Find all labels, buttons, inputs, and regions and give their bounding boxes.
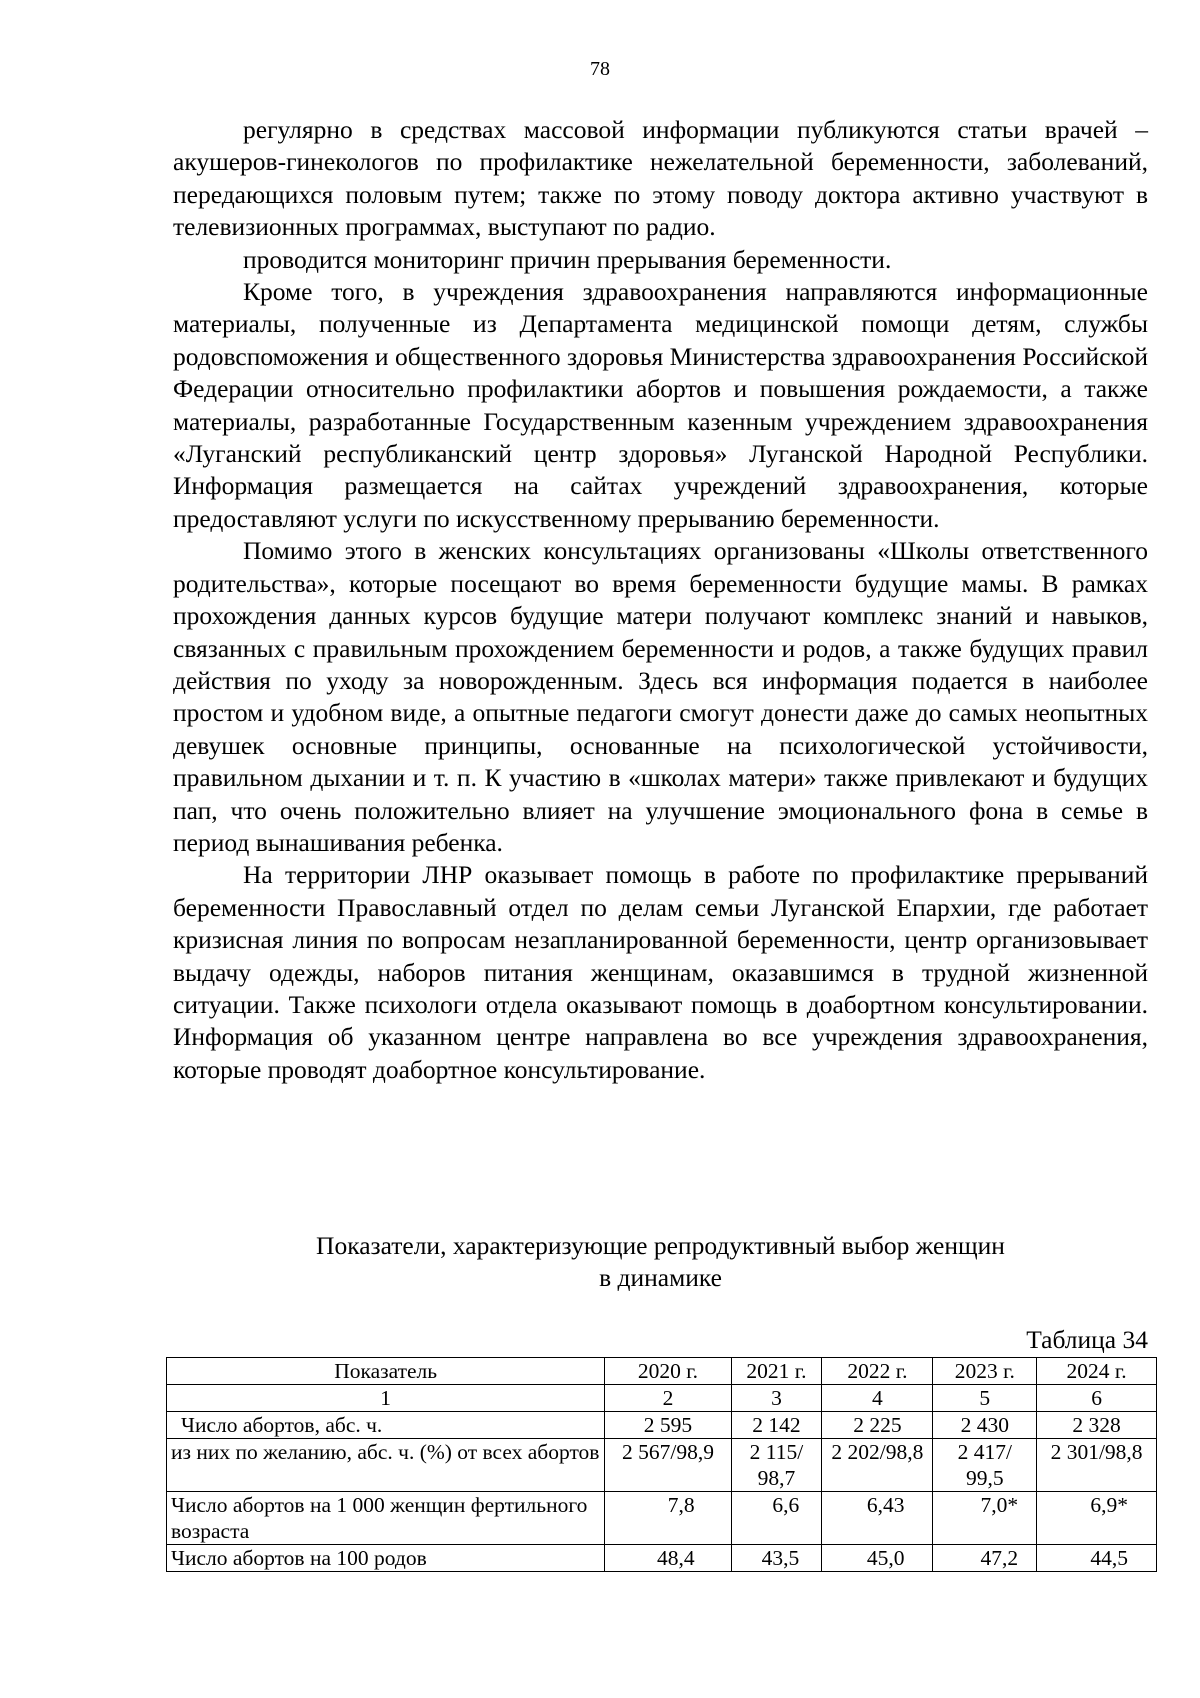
table-title-line: Показатели, характеризующие репродуктивный выбор женщин xyxy=(316,1231,1005,1260)
table-cell: 7,0* xyxy=(933,1492,1037,1545)
table-cell: 2 301/98,8 xyxy=(1037,1439,1157,1492)
table-cell: 48,4 xyxy=(605,1545,731,1572)
table-cell: 2 567/98,9 xyxy=(605,1439,731,1492)
table-cell: 2 xyxy=(605,1385,731,1412)
table-cell: 2 225 xyxy=(822,1412,933,1439)
table-cell: 2 202/98,8 xyxy=(822,1439,933,1492)
table-cell: 2 142 xyxy=(731,1412,822,1439)
table-header-cell: 2023 г. xyxy=(933,1358,1037,1385)
paragraph: На территории ЛНР оказывает помощь в работе по профилактике прерываний беременности Православный отдел по делам семьи Луганской Епархии, где работает кризисная линия по вопросам незапланированной беременности, центр организовывает выдачу одежды, наборов питания женщинам, оказавшимся в трудной жизненной ситуации. Также психологи отдела оказывают помощь в доабортном консультировании. Информация об указанном центре направлена во все учреждения здравоохранения, которые проводят доабортное консультирование. xyxy=(173,860,1148,1084)
table-cell: 5 xyxy=(933,1385,1037,1412)
table-number-row xyxy=(167,1385,1157,1412)
table-cell: 47,2 xyxy=(933,1545,1037,1572)
table-cell: 6,43 xyxy=(822,1492,933,1545)
table-title-line: в динамике xyxy=(599,1263,722,1292)
table-cell: 2 328 xyxy=(1037,1412,1157,1439)
table-header-cell: 2024 г. xyxy=(1037,1358,1157,1385)
table-cell: 2 417/ 99,5 xyxy=(933,1439,1037,1492)
table-cell: 2 115/ 98,7 xyxy=(731,1439,822,1492)
table-cell: 2 430 xyxy=(933,1412,1037,1439)
paragraph: проводится мониторинг причин прерывания беременности. xyxy=(243,244,892,274)
table-cell: 7,8 xyxy=(605,1492,731,1545)
table-cell: 45,0 xyxy=(822,1545,933,1572)
data-table xyxy=(166,1357,1157,1572)
table-cell: 3 xyxy=(731,1385,822,1412)
table-header-row xyxy=(167,1358,1157,1385)
table-cell: 2 595 xyxy=(605,1412,731,1439)
table-cell: 4 xyxy=(822,1385,933,1412)
table-header-cell: 2021 г. xyxy=(731,1358,822,1385)
paragraph: регулярно в средствах массовой информации публикуются статьи врачей – акушеров-гинекологов по профилактике нежелательной беременности, заболеваний, передающихся половым путем; также по этому поводу доктора активно участвуют в телевизионных программах, выступают по радио. xyxy=(173,115,1148,242)
paragraph: Помимо этого в женских консультациях организованы «Школы ответственного родительства», которые посещают во время беременности будущие мамы. В рамках прохождения данных курсов будущие матери получают комплекс знаний и навыков, связанных с правильным прохождением беременности и родов, а также будущих правил действия по уходу за новорожденным. Здесь вся информация подается в наиболее простом и удобном виде, а опытные педагоги смогут донести даже до самых неопытных девушек основные принципы, основанные на психологической устойчивости, правильном дыхании и т. п. К участию в «школах матери» также привлекают и будущих пап, что очень положительно влияет на улучшение эмоционального фона в семье в период вынашивания ребенка. xyxy=(173,536,1148,857)
table-cell: 44,5 xyxy=(1037,1545,1157,1572)
table-cell: 1 xyxy=(167,1385,605,1412)
table-row-label: Число абортов, абс. ч. xyxy=(167,1412,605,1439)
table-row-label: из них по желанию, абс. ч. (%) от всех абортов xyxy=(167,1439,605,1492)
table-cell: 6,6 xyxy=(731,1492,822,1545)
table-row xyxy=(167,1412,1157,1439)
table-cell: 6 xyxy=(1037,1385,1157,1412)
body-text xyxy=(173,114,1148,1086)
table-row-label: Число абортов на 100 родов xyxy=(167,1545,605,1572)
table-header-cell: Показатель xyxy=(167,1358,605,1385)
table-cell: 6,9* xyxy=(1037,1492,1157,1545)
table-caption: Таблица 34 xyxy=(1026,1325,1148,1354)
table-row xyxy=(167,1545,1157,1572)
paragraph: Кроме того, в учреждения здравоохранения направляются информационные материалы, полученные из Департамента медицинской помощи детям, службы родовспоможения и общественного здоровья Министерства здравоохранения Российской Федерации относительно профилактики абортов и повышения рождаемости, а также материалы, разработанные Государственным казенным учреждением здравоохранения «Луганский республиканский центр здоровья» Луганской Народной Республики. Информация размещается на сайтах учреждений здравоохранения, которые предоставляют услуги по искусственному прерыванию беременности. xyxy=(173,277,1148,533)
table-header-cell: 2020 г. xyxy=(605,1358,731,1385)
table-header-cell: 2022 г. xyxy=(822,1358,933,1385)
table-row xyxy=(167,1492,1157,1545)
table-cell: 43,5 xyxy=(731,1545,822,1572)
table-title xyxy=(173,1230,1148,1294)
table-row xyxy=(167,1439,1157,1492)
page-number: 78 xyxy=(590,58,610,80)
table-row-label: Число абортов на 1 000 женщин фертильного возраста xyxy=(167,1492,605,1545)
